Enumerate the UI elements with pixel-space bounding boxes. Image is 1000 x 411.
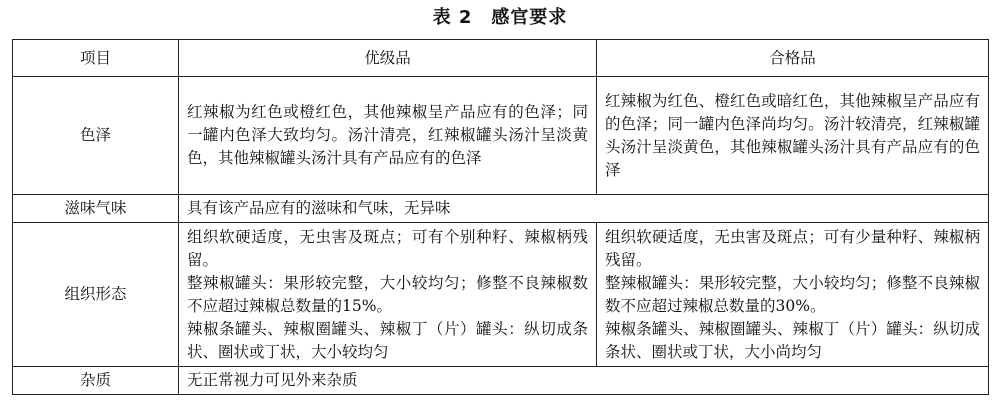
texture-premium-line: 辣椒条罐头、辣椒圈罐头、辣椒丁（片）罐头：纵切成条状、圈状或丁状，大小较均匀: [187, 319, 588, 361]
table-row: [13, 223, 989, 367]
row-label-impurity: 杂质: [13, 367, 179, 395]
texture-premium-cell: [179, 223, 597, 367]
row-label-texture: 组织形态: [13, 223, 179, 367]
texture-premium-line: 整辣椒罐头：果形较完整，大小较均匀；修整不良辣椒数不应超过辣椒总数量的15%。: [187, 273, 588, 315]
table-row: [13, 195, 989, 223]
table-row: [13, 77, 989, 195]
table-caption: 表 2 感官要求: [432, 7, 568, 28]
header-premium-grade: 优级品: [179, 40, 597, 77]
table-row: [13, 367, 989, 395]
texture-qualified-line: 整辣椒罐头：果形较完整，大小较均匀；修整不良辣椒数不应超过辣椒总数量的30%。: [605, 273, 980, 315]
texture-qualified-line: 组织软硬适度，无虫害及斑点；可有少量种籽、辣椒柄残留。: [605, 227, 980, 269]
texture-premium-line: 组织软硬适度，无虫害及斑点；可有个别种籽、辣椒柄残留。: [187, 227, 588, 269]
taste-cell: 具有该产品应有的滋味和气味，无异味: [179, 195, 989, 223]
color-qualified-cell: 红辣椒为红色、橙红色或暗红色，其他辣椒呈产品应有的色泽；同一罐内色泽尚均匀。汤汁较清亮，红辣椒罐头汤汁呈淡黄色，其他辣椒罐头汤汁具有产品应有的色泽: [597, 77, 989, 195]
texture-qualified-line: 辣椒条罐头、辣椒圈罐头、辣椒丁（片）罐头：纵切成条状、圈状或丁状，大小尚均匀: [605, 319, 980, 361]
texture-qualified-cell: [597, 223, 989, 367]
row-label-color: 色泽: [13, 77, 179, 195]
impurity-cell: 无正常视力可见外来杂质: [179, 367, 989, 395]
header-item: 项目: [13, 40, 179, 77]
color-premium-cell: 红辣椒为红色或橙红色，其他辣椒呈产品应有的色泽；同一罐内色泽大致均匀。汤汁清亮，红辣椒罐头汤汁呈淡黄色，其他辣椒罐头汤汁具有产品应有的色泽: [179, 77, 597, 195]
header-qualified-grade: 合格品: [597, 40, 989, 77]
header-row: [13, 40, 989, 77]
sensory-requirements-table: [12, 39, 989, 395]
row-label-taste: 滋味气味: [13, 195, 179, 223]
